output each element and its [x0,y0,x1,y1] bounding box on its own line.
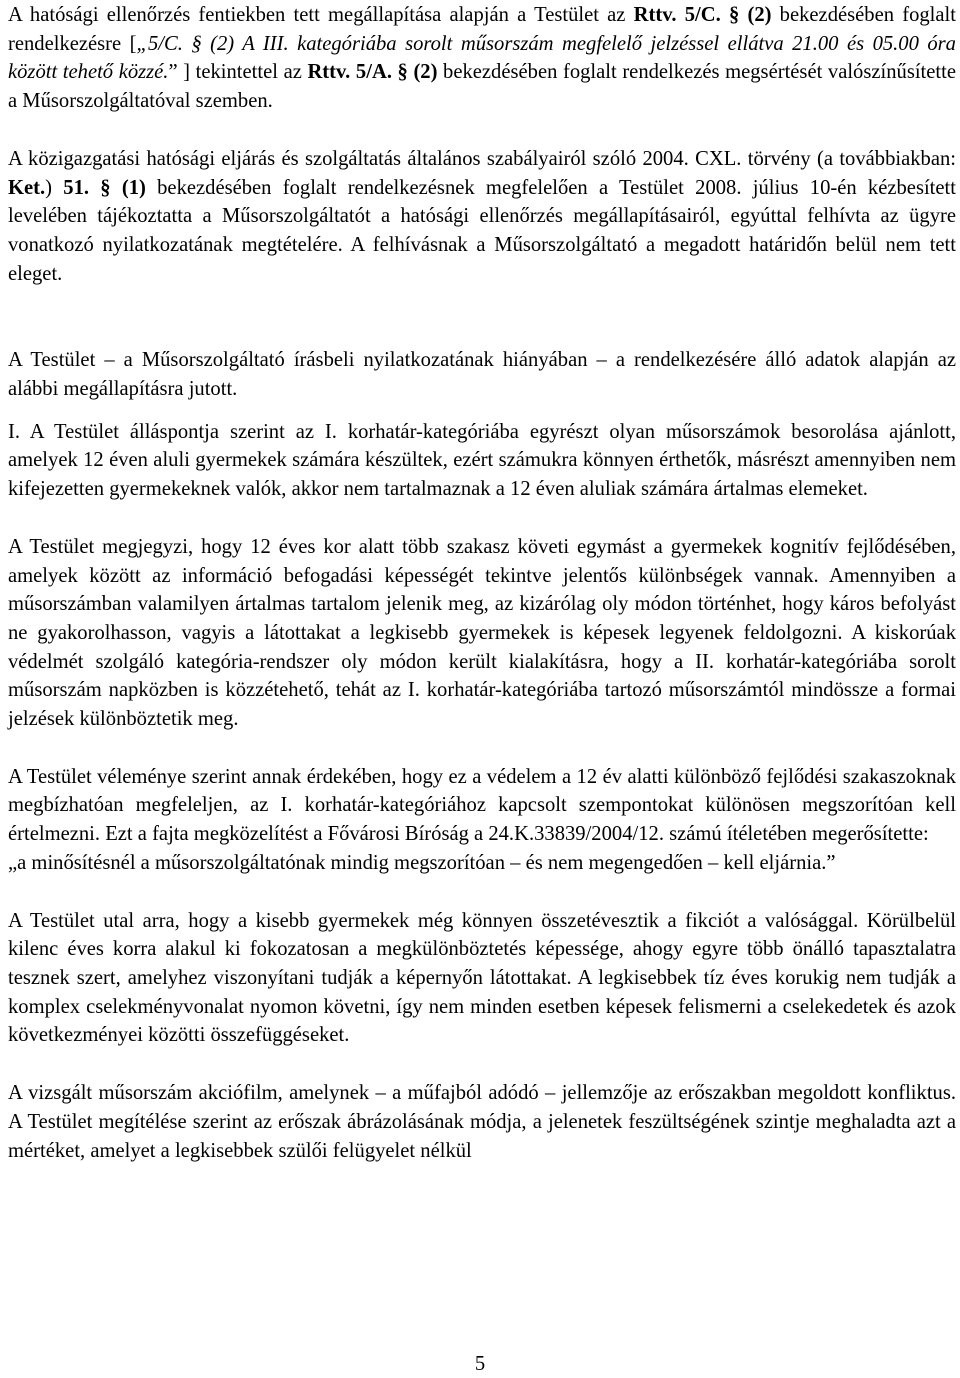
paragraph-section-one: I. A Testület álláspontja szerint az I. korhatár-kategóriába egyrészt olyan műsorszámok besorolása ajánlott, amelyek 12 éven aluli gyermekek számára készültek, ezért számukra könnyen érthetők, másrészt amennyiben nem kifejezetten gyermekeknek valók, akkor nem tartalmaznak a 12 éven aluliak számára ártalmas elemeket. [8,420,956,501]
paragraph-court-opinion: A Testület véleménye szerint annak érdekében, hogy ez a védelem a 12 év alatti különböző fejlődési szakaszoknak megbízhatóan megfeleljen, az I. korhatár-kategóriához kapcsolt szempontokat különösen megszorítóan kell értelmezni. Ezt a fajta megközelítést a Fővárosi Bíróság a 24.K.33839/2004/12. számú ítéletében megerősítette: [8,765,956,846]
quoted-provision: „5/C. § (2) A III. kategóriába sorolt műsorszám megfelelő jelzéssel ellátva 21.00 és 05.00 óra között tehető közzé. [8,32,956,84]
document-page [8,0,956,1165]
paragraph-procedure: A közigazgatási hatósági eljárás és szolgáltatás általános szabályairól szóló 2004. CXL. törvény (a továbbiakban: Ket.) 51. § (1) bekezdésében foglalt rendelkezésnek megfelelően a Testület 2008. július 10-én kézbesített levelében tájékoztatta a Műsorszolgáltatót a hatósági ellenőrzés megállapításairól, egyúttal felhívta az ügyre vonatkozó nyilatkozatának megtételére. A felhívásnak a Műsorszolgáltató a megadott határidőn belül nem tett eleget. [8,147,956,285]
law-reference: Rttv. 5/C. § (2) [633,4,772,26]
court-quote: „a minősítésnél a műsorszolgáltatónak mindig megszorítóan – és nem megengedően – kell eljárnia.” [8,851,836,874]
page-number: 5 [474,1353,486,1375]
law-reference: Rttv. 5/A. § (2) [307,61,438,84]
paragraph-cognitive-development: A Testület megjegyzi, hogy 12 éves kor alatt több szakasz követi egymást a gyermekek kognitív fejlődésében, amelyek között az információ befogadási képességét tekintve jelentős különbségek vannak. Amennyiben a műsorszámban valamilyen ártalmas tartalom jelenik meg, az kizárólag oly módon történhet, hogy káros befolyást ne gyakorolhasson, vagyis a látottakat a legkisebb gyermekek is képesek legyenek feldolgozni. A kiskorúak védelmét szolgáló kategória-rendszer oly módon került kialakításra, hogy a II. korhatár-kategóriába sorolt műsorszám napközben is közzétehető, tehát az I. korhatár-kategóriába tartozó műsorszámtól mindössze a formai jelzések különböztetik meg. [8,535,956,731]
paragraph-action-film: A vizsgált műsorszám akciófilm, amelynek – a műfajból adódó – jellemzője az erőszakban megoldott konfliktus. A Testület megítélése szerint az erőszak ábrázolásának módja, a jelenetek feszültségének szintje meghaladta azt a mértéket, amelyet a legkisebbek szülői felügyelet nélkül [8,1082,956,1162]
law-abbreviation: Ket. [8,176,46,199]
paragraph-finding: A hatósági ellenőrzés fentiekben tett megállapítása alapján a Testület az Rttv. 5/C. § (2) bekezdésében foglalt rendelkezésre [„5/C. § (2) A III. kategóriába sorolt műsorszám megfelelő jelzéssel ellátva 21.00 és 05.00 óra között tehető közzé.” ] tekintettel az Rttv. 5/A. § (2) bekezdésében foglalt rendelkezés megsértését valószínűsítette a Műsorszolgáltatóval szemben. [8,4,956,113]
law-reference: 51. § (1) [63,176,146,199]
paragraph-fiction-reality: A Testület utal arra, hogy a kisebb gyermekek még könnyen összetévesztik a fikciót a valósággal. Körülbelül kilenc éves korra alakul ki fokozatosan a megkülönböztetés képessége, ahogy egyre több önálló tapasztalatra tesznek szert, amelyhez viszonyítani tudják a képernyőn látottakat. A legkisebbek tíz éves korukig nem tudják a komplex cselekményvonalat nyomon követni, így nem minden esetben képesek felismerni a cselekedetek és azok következményei közötti összefüggéseket. [8,909,956,1047]
paragraph-conclusion-intro: A Testület – a Műsorszolgáltató írásbeli nyilatkozatának hiányában – a rendelkezésére álló adatok alapján az alábbi megállapításra jutott. [8,349,956,401]
